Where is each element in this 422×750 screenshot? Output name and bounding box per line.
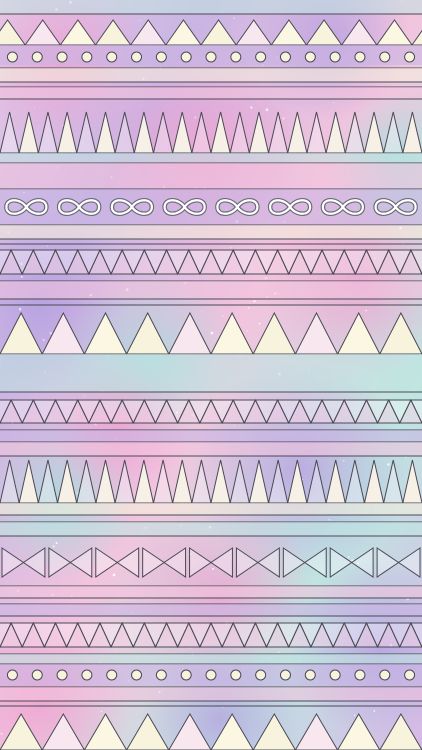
pastel-stripe: [0, 163, 422, 189]
dots-band-2: [32, 670, 42, 680]
sparkle-dot: [222, 316, 223, 317]
pastel-stripe: [0, 442, 422, 456]
pastel-stripe: [0, 225, 422, 239]
sparkle-dot: [112, 717, 113, 718]
sparkle-dot: [348, 556, 350, 558]
dots-band-1: [405, 52, 415, 62]
dots-band-1: [32, 52, 42, 62]
pastel-stripe: [0, 604, 422, 616]
dots-band-1: [82, 52, 92, 62]
dots-band-1: [132, 52, 142, 62]
dots-band-2: [405, 670, 415, 680]
sparkle-dot: [84, 395, 86, 397]
sparkle-dot: [266, 108, 269, 111]
sparkle-dot: [248, 307, 249, 308]
pastel-stripe: [0, 654, 422, 664]
sparkle-dot: [212, 568, 214, 570]
sparkle-dot: [343, 460, 345, 462]
dots-band-1: [280, 52, 290, 62]
sparkle-dot: [387, 463, 390, 466]
sparkle-dot: [52, 545, 55, 548]
sparkle-dot: [211, 332, 214, 335]
pastel-stripe: [0, 586, 422, 598]
sparkle-dot: [113, 574, 116, 577]
sparkle-dot: [333, 102, 334, 103]
sparkle-dot: [47, 246, 48, 247]
pastel-stripe: [0, 522, 422, 536]
pastel-stripe: [0, 281, 422, 299]
sparkle-dot: [247, 330, 248, 331]
pastel-stripe: [0, 503, 422, 515]
sparkle-dot: [253, 300, 255, 302]
dots-band-1: [330, 52, 340, 62]
dots-band-1: [7, 52, 17, 62]
dots-band-2: [280, 670, 290, 680]
sparkle-dot: [234, 425, 235, 426]
sparkle-dot: [377, 426, 378, 427]
dots-band-2: [305, 670, 315, 680]
sparkle-dot: [139, 20, 140, 21]
dots-band-2: [132, 670, 142, 680]
sparkle-dot: [222, 707, 223, 708]
sparkle-dot: [354, 715, 356, 717]
sparkle-dot: [194, 116, 196, 118]
sparkle-dot: [201, 311, 202, 312]
dots-band-2: [107, 670, 117, 680]
dots-band-1: [380, 52, 390, 62]
sparkle-dot: [373, 710, 375, 712]
sparkle-dot: [305, 240, 306, 241]
pastel-stripe: [0, 430, 422, 442]
dots-band-1: [231, 52, 241, 62]
sparkle-dot: [265, 277, 266, 278]
pastel-stripe: [0, 68, 422, 82]
dots-band-1: [181, 52, 191, 62]
dots-band-2: [231, 670, 241, 680]
dots-band-2: [206, 670, 216, 680]
sparkle-dot: [101, 711, 102, 712]
dots-band-1: [206, 52, 216, 62]
dots-band-1: [156, 52, 166, 62]
dots-band-1: [107, 52, 117, 62]
dots-band-2: [57, 670, 67, 680]
sparkle-dot: [19, 308, 21, 310]
dots-band-2: [82, 670, 92, 680]
sparkle-dot: [42, 339, 44, 341]
sparkle-dot: [329, 519, 330, 520]
sparkle-dot: [34, 107, 35, 108]
dots-band-2: [7, 670, 17, 680]
dots-band-1: [355, 52, 365, 62]
sparkle-dot: [233, 17, 235, 19]
dots-band-1: [57, 52, 67, 62]
sparkle-dot: [283, 117, 285, 119]
dots-band-2: [355, 670, 365, 680]
pastel-stripe: [0, 153, 422, 163]
sparkle-dot: [338, 309, 339, 310]
pastel-stripe: [0, 354, 422, 392]
pastel-stripe: [0, 87, 422, 99]
dots-band-2: [256, 670, 266, 680]
sparkle-dot: [230, 247, 231, 248]
dots-band-2: [156, 670, 166, 680]
dots-band-2: [380, 670, 390, 680]
dots-band-2: [330, 670, 340, 680]
sparkle-dot: [62, 125, 63, 126]
sparkle-dot: [56, 542, 58, 544]
sparkle-dot: [1, 733, 3, 735]
pastel-stripe: [0, 0, 422, 14]
dots-band-2: [181, 670, 191, 680]
pastel-stripe: [0, 189, 422, 225]
pastel-stripe: [0, 687, 422, 701]
sparkle-dot: [250, 106, 252, 108]
dots-band-1: [305, 52, 315, 62]
sparkle-dot: [21, 276, 23, 278]
sparkle-dot: [77, 493, 78, 494]
dots-band-1: [256, 52, 266, 62]
sparkle-dot: [259, 323, 261, 325]
sparkle-dot: [278, 652, 279, 653]
sparkle-dot: [365, 310, 367, 312]
